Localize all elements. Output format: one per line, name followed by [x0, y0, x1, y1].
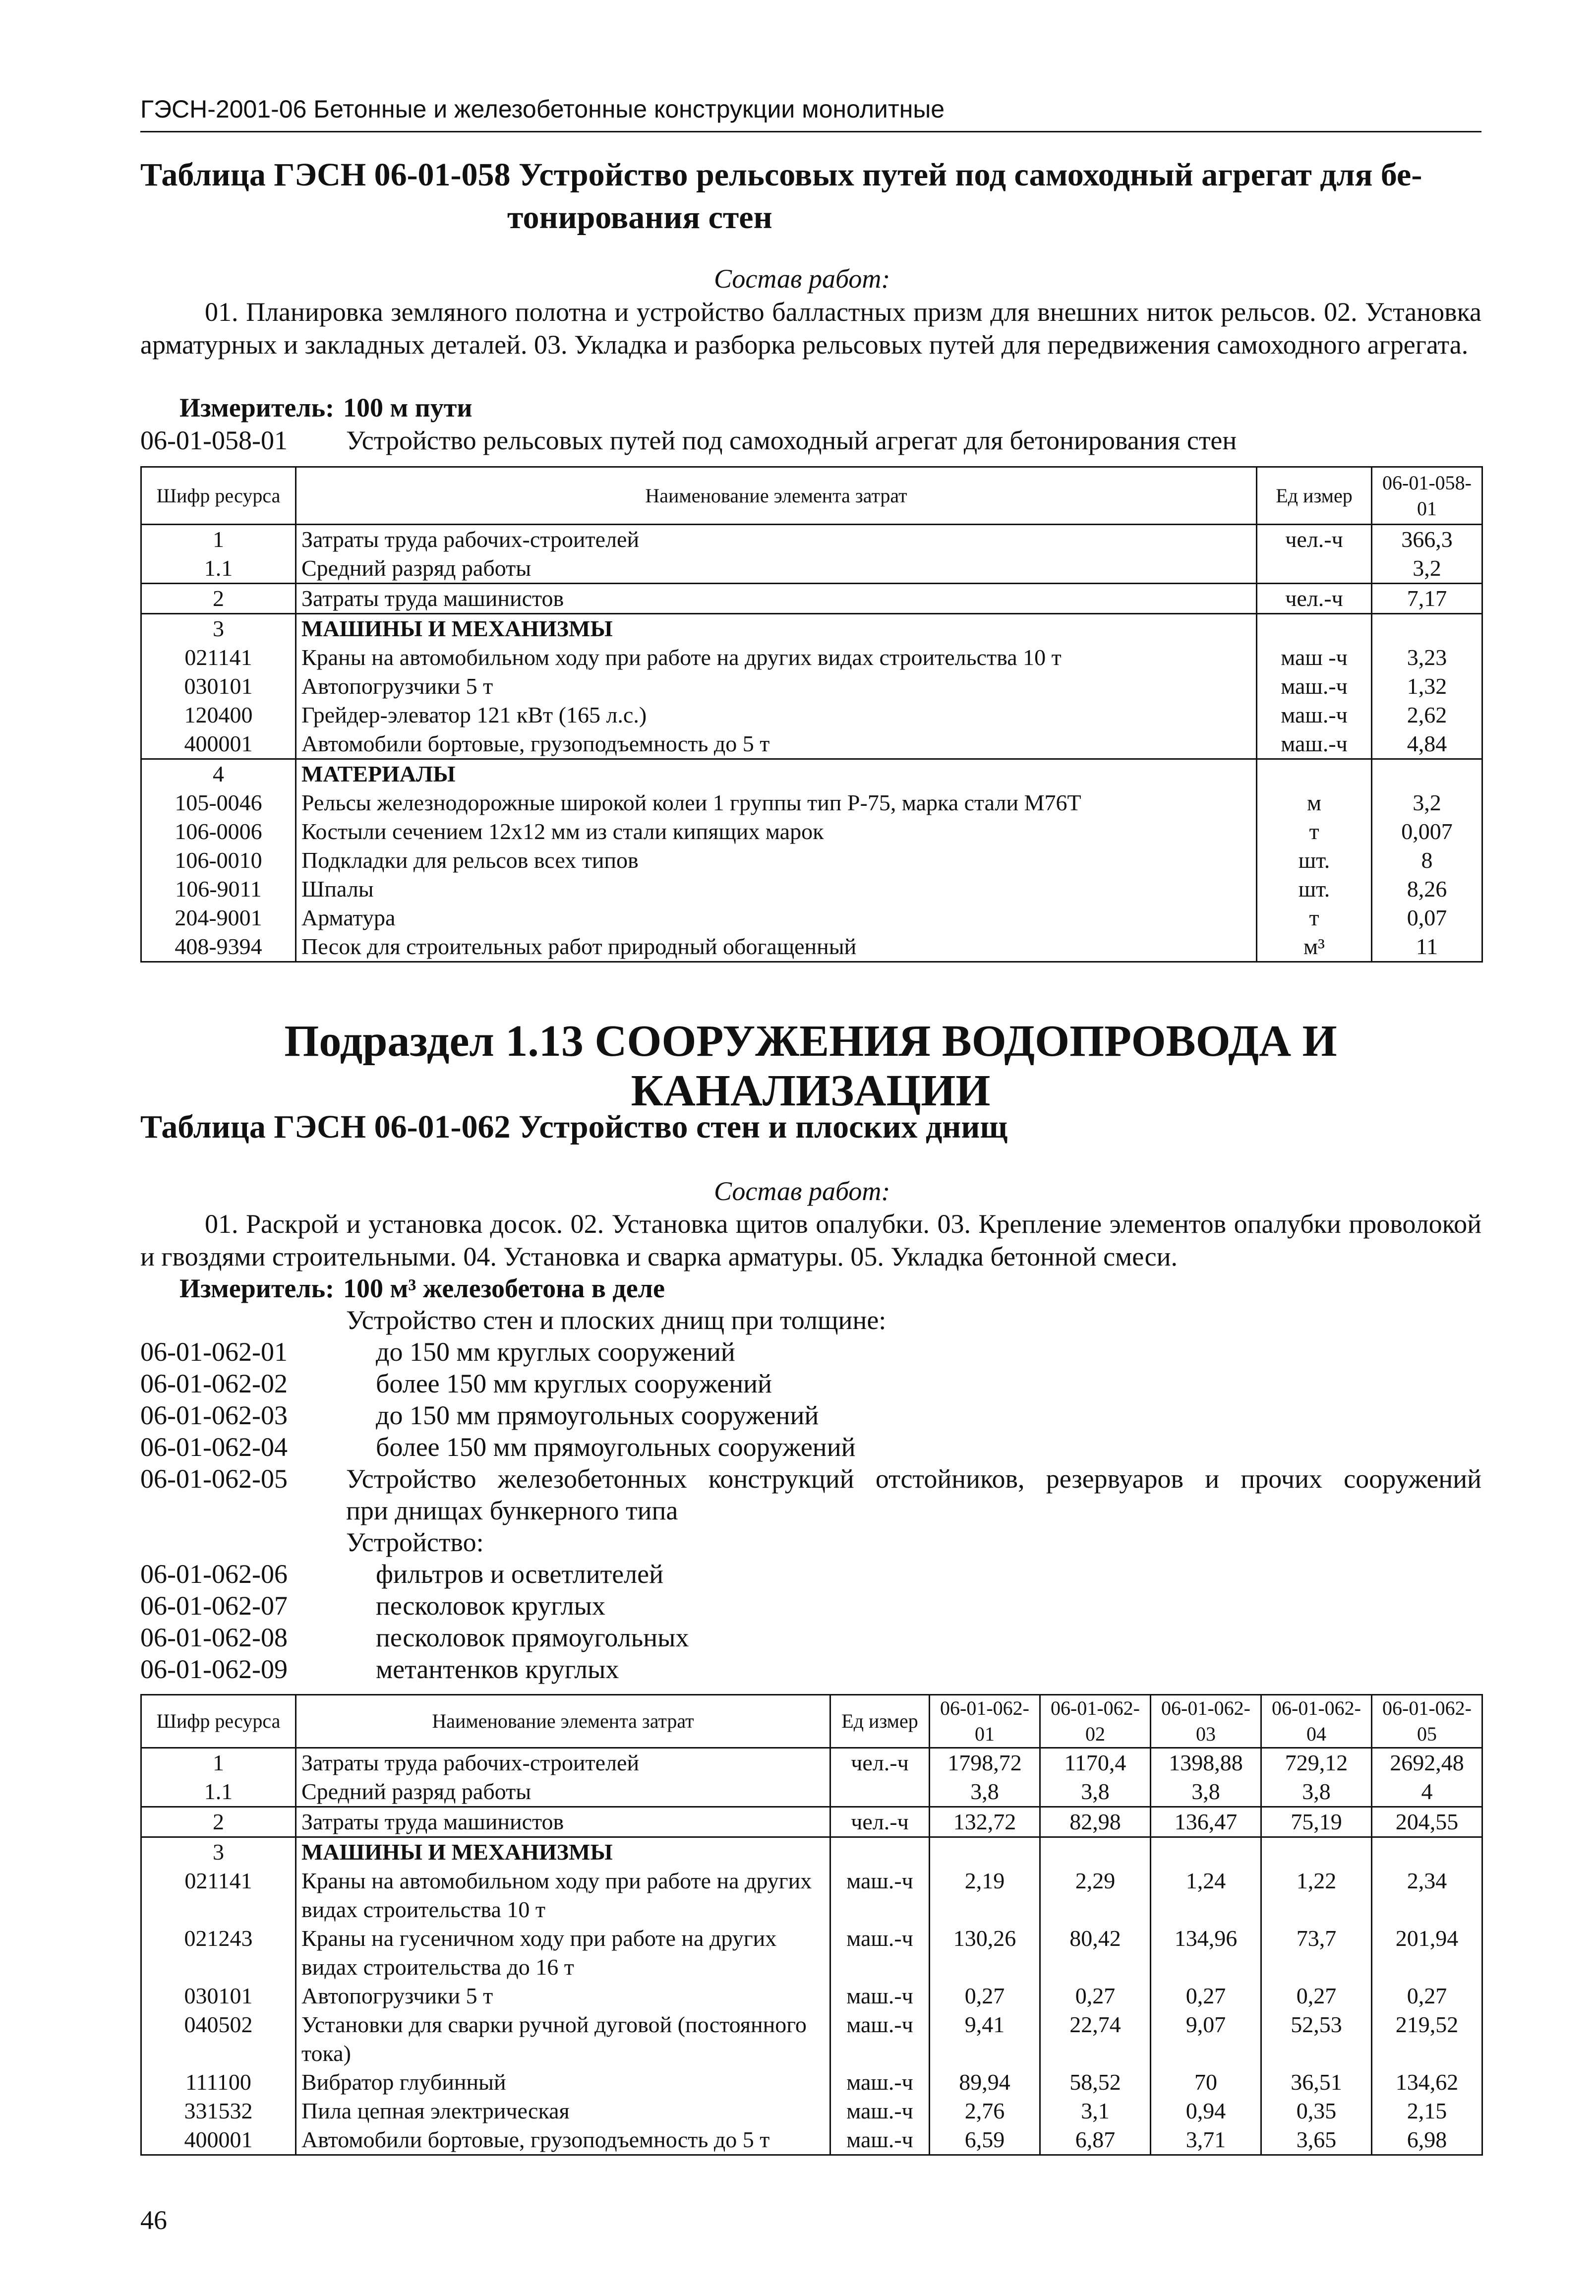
table1-composition-label: Состав работ: [714, 264, 890, 294]
subsection-title: Подраздел 1.13 СООРУЖЕНИЯ ВОДОПРОВОДА И КАНАЛИЗАЦИИ [284, 1017, 1337, 1115]
table-row: 408-9394 Песок для строительных работ природный обогащенный м³ 11 [141, 932, 1482, 962]
table-row: 106-0010 Подкладки для рельсов всех типов шт. 8 [141, 846, 1482, 875]
table-row: 111100 Вибратор глубинный маш.-ч 89,94 58,52 70 36,51 134,62 [141, 2068, 1482, 2097]
table1-composition-text: 01. Планировка земляного полотна и устройство балластных призм для внешних ниток рельсов. 02. Установка арматурных и закладных деталей. 03. Укладка и разборка рельсовых путей для передвижения самоходного агрегата. [140, 297, 1481, 360]
table-row: 331532 Пила цепная электрическая маш.-ч 2,76 3,1 0,94 0,35 2,15 [141, 2097, 1482, 2125]
table2-composition-label: Состав работ: [714, 1176, 890, 1206]
table1-meter-value: 100 м пути [343, 393, 473, 423]
table2-item-05-line2: при днищах бункерного типа [346, 1496, 678, 1525]
table-row: 021141 Краны на автомобильном ходу при работе на других видах строительства 10 т маш.-ч 2,19 2,29 1,24 1,22 2,34 [141, 1867, 1482, 1924]
table1-title [140, 154, 1484, 239]
table2-header-unit: Ед измер [830, 1695, 930, 1748]
table2-header-col2: 06-01-062-02 [1040, 1695, 1151, 1748]
table-row: 400001 Автомобили бортовые, грузоподъемность до 5 т маш.-ч 4,84 [141, 729, 1482, 759]
table-row: 1 Затраты труда рабочих-строителей чел.-ч 1798,72 1170,4 1398,88 729,12 2692,48 [141, 1748, 1482, 1778]
table2-meter-label: Измеритель: [179, 1273, 335, 1303]
table1-header-col1: 06-01-058-01 [1372, 467, 1482, 525]
table2-header-col1: 06-01-062-01 [930, 1695, 1040, 1748]
document-page: ГЭСН-2001-06 Бетонные и железобетонные конструкции монолитные Таблица ГЭСН 06-01-058 Устройство рельсовых путей под самоходный агрегат для бе- тонирования стен Состав работ: 01. Планировка земляного полотна и устройство балластных призм для внешних ниток рельсов. 02. Установка арматурных и закладных деталей. 03. Укладка и разборка рельсовых путей для передвижения самоходного агрегата. Измеритель: 100 м пути 06-01-058-01 Устройство рельсовых путей под самоходный агрегат для бетонирования стен Шифр ресурса Наименование элемента затрат Ед измер 06-01-058-01 1 Затраты труда рабочих-строителей чел.-ч 366,3 1.1 Средний разряд работы 3,2 2 Затраты труда машинистов чел.-ч 7,17 3 МАШИНЫ И МЕХАНИЗМЫ 021141 Краны на автомобильном ходу при работе на других видах строительства 10 т маш -ч 3,23 030101 Автопогрузчики 5 т маш.-ч 1,32 120400 Грейдер-элеватор 121 кВт (165 л.с.) маш.-ч 2,62 400001 Автомобили бортовые, грузоподъемность до 5 т маш.-ч 4,84 4 МАТЕРИАЛЫ 105-0046 Рельсы железнодорожные широкой колеи 1 группы тип Р-75, марка стали М76Т м 3,2 106-0006 Костыли сечением 12х12 мм из стали кипящих марок т 0,007 106-0010 Подкладки для рельсов всех типов шт. 8 106-9011 Шпалы шт. 8,26 204-9001 Арматура т 0,07 408-9394 Песок для строительных работ природный обогащенный м³ 11 Подраздел 1.13 СООРУЖЕНИЯ ВОДОПРОВОДА И КАНАЛИЗАЦИИ Таблица ГЭСН 06-01-062 Устройство стен и плоских днищ Состав работ: 01. Раскрой и установка досок. 02. Установка щитов опалубки. 03. Крепление элементов опалубки проволокой и гвоздями строительными. 04. Установка и сварка арматуры. 05. Укладка бетонной смеси. Измеритель: 100 м³ железобетона в деле Устройство стен и плоских днищ при толщине: 06-01-062-01 до 150 мм круглых сооружений 06-01-062-02 более 150 мм круглых сооружений 06-01-062-03 до 150 мм прямоугольных сооружений 06-01-062-04 более 150 мм прямоугольных сооружений 06-01-062-05 Устройство железобетонных конструкций отстойников, резервуаров и прочих сооружений при днищах бункерного типа Устройство: 06-01-062-06 фильтров и осветлителей 06-01-062-07 песколовок круглых 06-01-062-08 песколовок прямоугольных 06-01-062-09 метантенков круглых Шифр ресурса Наименование элемента затрат Ед измер 06-01-062-01 06-01-062-02 06-01-062-03 06-01-062-04 06-01-062-05 1 Затраты труда рабочих-строителей чел.-ч 1798,72 1170,4 1398,88 729,12 2692,48 1.1 Средний разряд работы 3,8 3,8 3,8 3,8 4 2 Затраты труда машинистов чел.-ч 132,72 82,98 136,47 75,19 204,55 3 МАШИНЫ И МЕХАНИЗМЫ 021141 Краны на автомобильном ходу при работе на других видах строительства 10 т маш.-ч 2,19 2,29 1,24 1,22 2,34 021243 Краны на гусеничном ходу при работе на других видах строительства до 16 т маш.-ч 130,26 80,42 134,96 73,7 201,94 030101 Автопогрузчики 5 т маш.-ч 0,27 0,27 0,27 0,27 0,27 040502 Установки для сварки ручной дуговой (постоянного тока) маш.-ч 9,41 22,74 9,07 52,53 219,52 111100 Вибратор глубинный маш.-ч 89,94 58,52 70 36,51 134,62 331532 Пила цепная электрическая маш.-ч 2,76 3,1 0,94 0,35 2,15 400001 Автомобили бортовые, грузоподъемность до 5 т маш.-ч 6,59 6,87 3,71 3,65 6,98 46 [0, 0, 1596, 2296]
table2-header-name: Наименование элемента затрат [296, 1695, 830, 1748]
table-row: 106-9011 Шпалы шт. 8,26 [141, 875, 1482, 904]
table-row: 2 Затраты труда машинистов чел.-ч 132,72 82,98 136,47 75,19 204,55 [141, 1807, 1482, 1837]
table2-composition-text: 01. Раскрой и установка досок. 02. Установка щитов опалубки. 03. Крепление элементов опалубки проволокой и гвоздями строительными. 04. Установка и сварка арматуры. 05. Укладка бетонной смеси. [140, 1209, 1481, 1271]
table1-meter-label: Измеритель: [179, 393, 335, 423]
table-row: 120400 Грейдер-элеватор 121 кВт (165 л.с.) маш.-ч 2,62 [141, 701, 1482, 729]
table2-group-intro-2: Устройство: [346, 1527, 484, 1557]
table1-header-unit: Ед измер [1257, 467, 1372, 525]
table2-header-col4: 06-01-062-04 [1261, 1695, 1372, 1748]
header-rule [140, 131, 1481, 132]
table-row: 040502 Установки для сварки ручной дуговой (постоянного тока) маш.-ч 9,41 22,74 9,07 52,53 219,52 [141, 2010, 1482, 2068]
table-row: 021243 Краны на гусеничном ходу при работе на других видах строительства до 16 т маш.-ч 130,26 80,42 134,96 73,7 201,94 [141, 1924, 1482, 1982]
table2-header-col5: 06-01-062-05 [1372, 1695, 1482, 1748]
table-row: 3 МАШИНЫ И МЕХАНИЗМЫ [141, 614, 1482, 644]
table2-group-intro-1: Устройство стен и плоских днищ при толщине: [346, 1305, 887, 1335]
table2-meter-value: 100 м³ железобетона в деле [343, 1273, 665, 1303]
table-row: 1.1 Средний разряд работы 3,2 [141, 554, 1482, 584]
table-row: 1 Затраты труда рабочих-строителей чел.-ч 366,3 [141, 525, 1482, 554]
table-row: 030101 Автопогрузчики 5 т маш.-ч 1,32 [141, 672, 1482, 701]
table2-header-code: Шифр ресурса [141, 1695, 296, 1748]
page-number: 46 [140, 2205, 167, 2235]
table-row: 021141 Краны на автомобильном ходу при работе на других видах строительства 10 т маш -ч 3,23 [141, 643, 1482, 672]
table-row: 400001 Автомобили бортовые, грузоподъемность до 5 т маш.-ч 6,59 6,87 3,71 3,65 6,98 [141, 2125, 1482, 2155]
table1-title-line2: тонирования стен [507, 199, 772, 236]
table-row: 2 Затраты труда машинистов чел.-ч 7,17 [141, 584, 1482, 614]
table-row: 105-0046 Рельсы железнодорожные широкой колеи 1 группы тип Р-75, марка стали М76Т м 3,2 [141, 788, 1482, 817]
table1-header-code: Шифр ресурса [141, 467, 296, 525]
table-row: 030101 Автопогрузчики 5 т маш.-ч 0,27 0,27 0,27 0,27 0,27 [141, 1982, 1482, 2010]
table-row: 204-9001 Арматура т 0,07 [141, 904, 1482, 932]
table2-title: Таблица ГЭСН 06-01-062 Устройство стен и плоских днищ [140, 1109, 1008, 1145]
table1-cost-table [140, 466, 1483, 963]
running-header: ГЭСН-2001-06 Бетонные и железобетонные конструкции монолитные [140, 95, 945, 123]
table-row: 3 МАШИНЫ И МЕХАНИЗМЫ [141, 1837, 1482, 1867]
table-row: 1.1 Средний разряд работы 3,8 3,8 3,8 3,8 4 [141, 1777, 1482, 1807]
table1-code: 06-01-058-01 [140, 425, 288, 455]
table-row: 4 МАТЕРИАЛЫ [141, 759, 1482, 789]
table1-header-name: Наименование элемента затрат [296, 467, 1257, 525]
table1-title-line1: Таблица ГЭСН 06-01-058 Устройство рельсовых путей под самоходный агрегат для бе- [140, 157, 1422, 193]
table1-code-desc: Устройство рельсовых путей под самоходный агрегат для бетонирования стен [346, 425, 1237, 455]
table2-header-col3: 06-01-062-03 [1151, 1695, 1261, 1748]
table2-cost-table [140, 1694, 1483, 2156]
table-row: 106-0006 Костыли сечением 12х12 мм из стали кипящих марок т 0,007 [141, 817, 1482, 846]
